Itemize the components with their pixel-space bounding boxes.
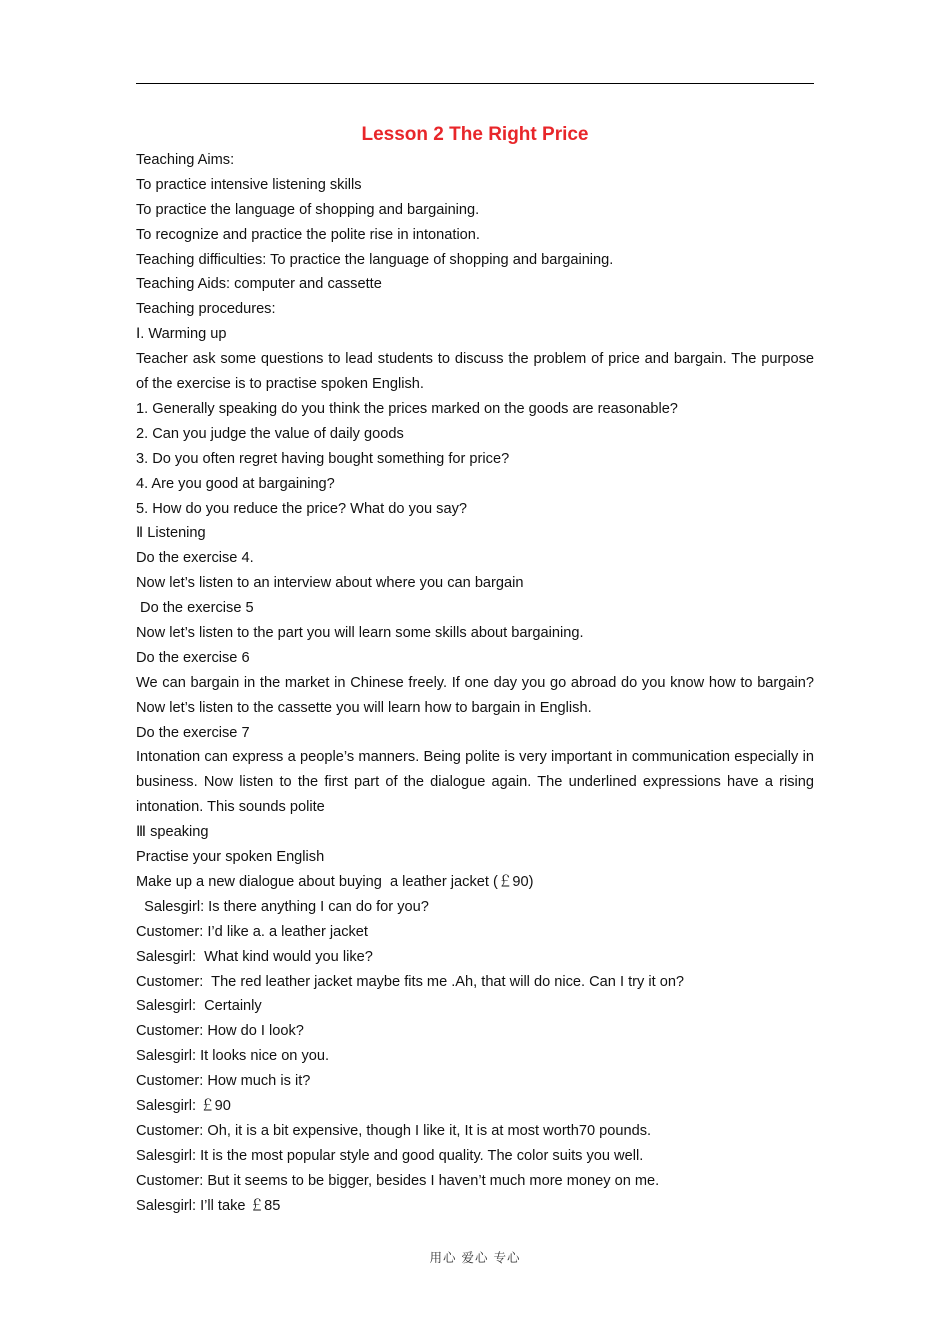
text-line: Teaching procedures: (136, 301, 276, 318)
dialogue-line: Salesgirl: I’ll take ￡85 (136, 1197, 281, 1214)
dialogue-line: Customer: Oh, it is a bit expensive, though I like it, It is at most worth70 pounds. (136, 1122, 652, 1139)
text-line: To practice intensive listening skills (136, 176, 362, 193)
text-line: Do the exercise 7 (136, 724, 250, 741)
section-heading: Ⅲ speaking (136, 824, 209, 841)
text-line: To recognize and practice the polite rise in intonation. (136, 226, 480, 243)
dialogue-line: Salesgirl: Is there anything I can do for you? (136, 898, 429, 915)
text-line: 1. Generally speaking do you think the prices marked on the goods are reasonable? (136, 400, 678, 417)
section-heading: Ⅰ. Warming up (136, 326, 227, 343)
dialogue-line: Customer: How do I look? (136, 1023, 304, 1040)
text-line: 4. Are you good at bargaining? (136, 475, 335, 492)
text-line: Practise your spoken English (136, 849, 325, 866)
text-line: Do the exercise 5 (136, 600, 254, 617)
text-line: Make up a new dialogue about buying a leather jacket (￡90) (136, 873, 534, 890)
text-line: Do the exercise 6 (136, 649, 250, 666)
paragraph: Intonation can express a people’s manners. Being polite is very important in communication especially in business. Now listen to the first part of the dialogue again. The underlined expressions have a rising intonation. This sounds polite (136, 749, 814, 816)
text-line: Now let’s listen to an interview about where you can bargain (136, 575, 524, 592)
dialogue-line: Salesgirl: ￡90 (136, 1097, 231, 1114)
dialogue-line: Salesgirl: What kind would you like? (136, 948, 373, 965)
text-line: 5. How do you reduce the price? What do you say? (136, 500, 467, 517)
lesson-title: Lesson 2 The Right Price (361, 124, 589, 145)
section-heading: Ⅱ Listening (136, 525, 206, 542)
text-line: Do the exercise 4. (136, 550, 254, 567)
text-line: Teaching difficulties: To practice the language of shopping and bargaining. (136, 251, 614, 268)
dialogue-line: Salesgirl: It is the most popular style and good quality. The color suits you well. (136, 1147, 644, 1164)
text-line: 2. Can you judge the value of daily goods (136, 425, 404, 442)
dialogue-line: Customer: I’d like a. a leather jacket (136, 923, 368, 940)
header-rule (136, 83, 814, 84)
dialogue-line: Customer: The red leather jacket maybe fits me .Ah, that will do nice. Can I try it on? (136, 973, 685, 990)
paragraph: We can bargain in the market in Chinese freely. If one day you go abroad do you know how to bargain? Now let’s listen to the cassette you will learn how to bargain in English. (136, 674, 814, 716)
text-line: Now let’s listen to the part you will learn some skills about bargaining. (136, 624, 584, 641)
page-footer: 用心 爱心 专心 (429, 1250, 521, 1265)
document-body (136, 148, 814, 1218)
dialogue-line: Salesgirl: Certainly (136, 998, 262, 1015)
dialogue-line: Customer: How much is it? (136, 1073, 311, 1090)
dialogue-line: Salesgirl: It looks nice on you. (136, 1048, 330, 1065)
text-line: Teaching Aims: (136, 152, 235, 168)
text-line: To practice the language of shopping and bargaining. (136, 201, 480, 218)
dialogue-line: Customer: But it seems to be bigger, besides I haven’t much more money on me. (136, 1172, 660, 1189)
text-line: 3. Do you often regret having bought something for price? (136, 450, 510, 467)
paragraph: Teacher ask some questions to lead students to discuss the problem of price and bargain. The purpose of the exercise is to practise spoken English. (136, 351, 814, 393)
text-line: Teaching Aids: computer and cassette (136, 276, 382, 293)
